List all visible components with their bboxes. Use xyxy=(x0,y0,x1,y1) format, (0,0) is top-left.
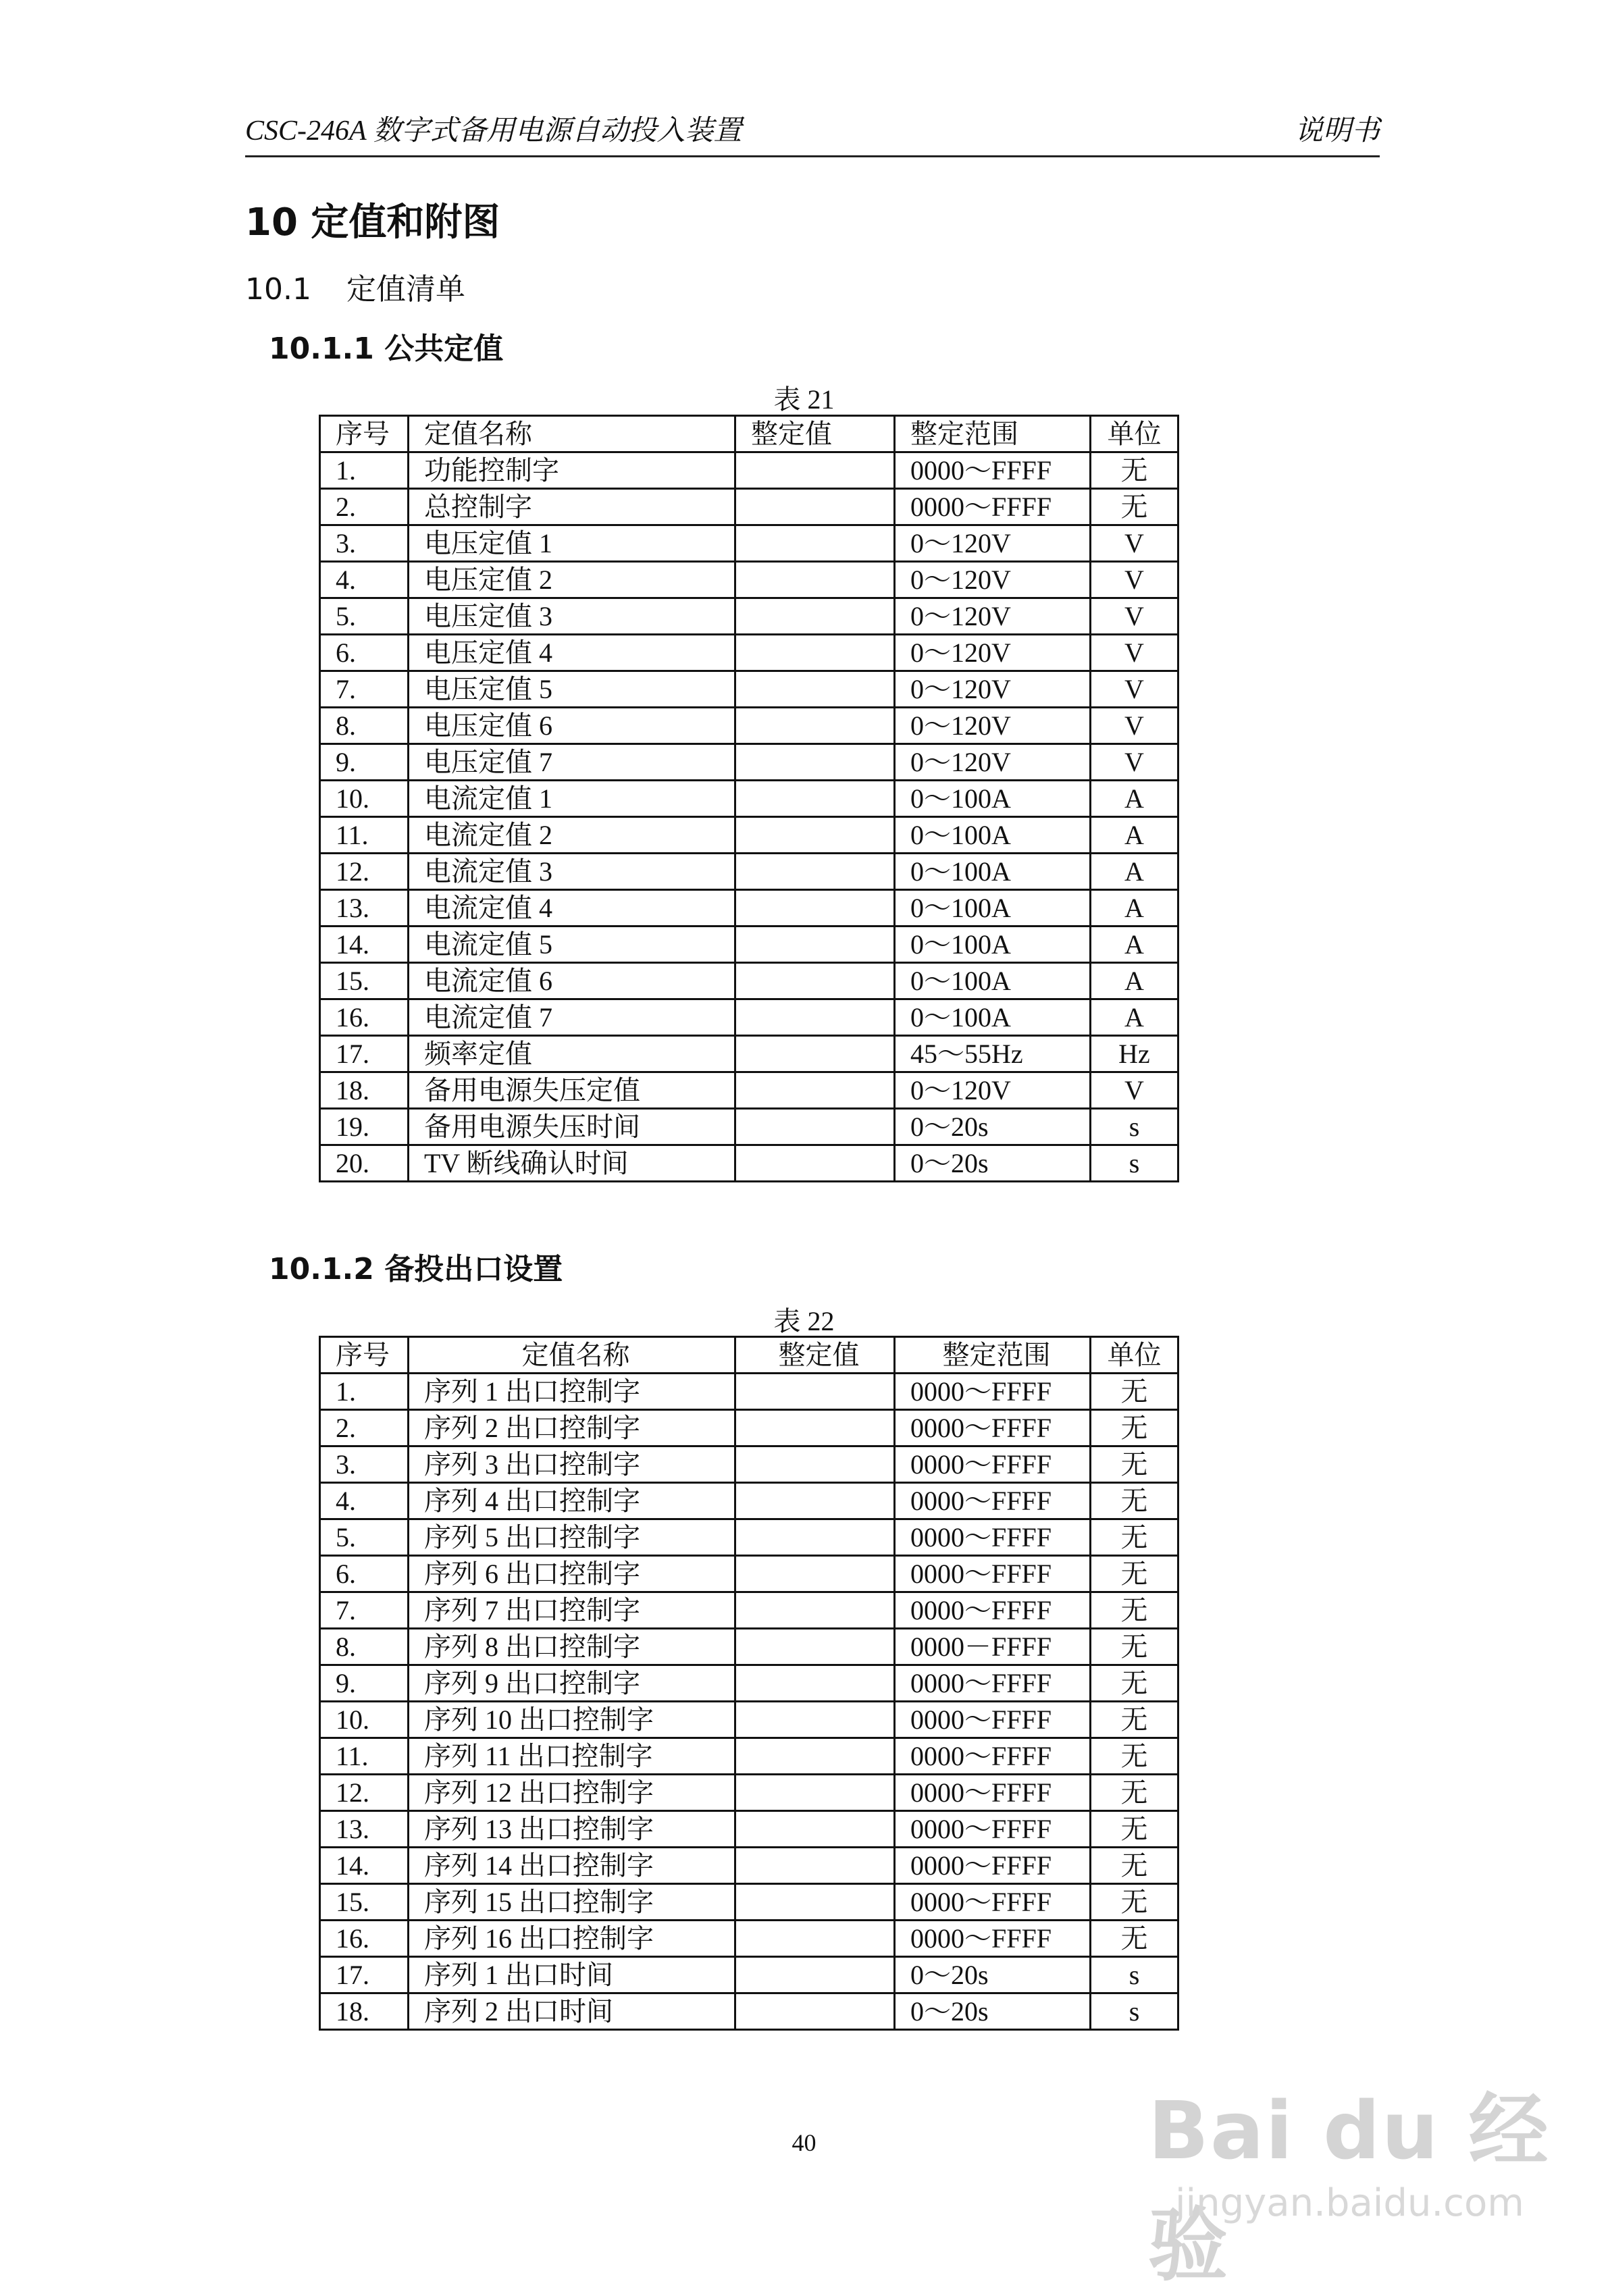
seq-cell: 3. xyxy=(320,525,409,562)
unit-cell: V xyxy=(1091,562,1178,598)
value-cell xyxy=(735,1665,895,1702)
table-row xyxy=(320,781,1178,817)
unit-cell: A xyxy=(1091,963,1178,999)
unit-cell: A xyxy=(1091,817,1178,854)
unit-cell: 无 xyxy=(1091,1811,1178,1848)
unit-cell: V xyxy=(1091,744,1178,781)
range-cell: 0000～FFFF xyxy=(895,452,1091,489)
unit-cell: A xyxy=(1091,854,1178,890)
range-cell: 0000～FFFF xyxy=(895,1811,1091,1848)
range-cell: 0～120V xyxy=(895,708,1091,744)
value-cell xyxy=(735,1556,895,1592)
range-cell: 0000～FFFF xyxy=(895,1592,1091,1629)
subsection-title-1: 10.1.1 公共定值 xyxy=(269,332,504,366)
name-cell: 电流定值 4 xyxy=(409,890,735,927)
unit-cell: Hz xyxy=(1091,1036,1178,1072)
table-row xyxy=(320,1072,1178,1109)
name-cell: 序列 2 出口时间 xyxy=(409,1993,735,2030)
range-cell: 0～120V xyxy=(895,1072,1091,1109)
value-cell xyxy=(735,1957,895,1993)
range-cell: 0～100A xyxy=(895,854,1091,890)
seq-cell: 8. xyxy=(320,708,409,744)
table-row xyxy=(320,744,1178,781)
name-cell: 序列 2 出口控制字 xyxy=(409,1410,735,1446)
subsection-title-2: 10.1.2 备投出口设置 xyxy=(269,1252,563,1286)
unit-cell: 无 xyxy=(1091,1629,1178,1665)
name-cell: 电压定值 5 xyxy=(409,671,735,708)
table-row xyxy=(320,1921,1178,1957)
seq-cell: 3. xyxy=(320,1446,409,1483)
header-range-cell: 整定范围 xyxy=(895,416,1091,452)
seq-cell: 11. xyxy=(320,1738,409,1775)
name-cell: 序列 12 出口控制字 xyxy=(409,1775,735,1811)
unit-cell: V xyxy=(1091,1072,1178,1109)
watermark-url: jingyan.baidu.com xyxy=(1175,2181,1524,2225)
seq-cell: 12. xyxy=(320,1775,409,1811)
unit-cell: 无 xyxy=(1091,1702,1178,1738)
range-cell: 0～20s xyxy=(895,1993,1091,2030)
table-row xyxy=(320,635,1178,671)
header-value-cell: 整定值 xyxy=(735,416,895,452)
name-cell: 电压定值 2 xyxy=(409,562,735,598)
name-cell: 电压定值 3 xyxy=(409,598,735,635)
seq-cell: 1. xyxy=(320,452,409,489)
table-row xyxy=(320,1811,1178,1848)
watermark-logo: Bai du 经验 xyxy=(1148,2084,1550,2292)
header-name-cell: 定值名称 xyxy=(409,1337,735,1374)
value-cell xyxy=(735,781,895,817)
seq-cell: 18. xyxy=(320,1993,409,2030)
header-title: CSC-246A 数字式备用电源自动投入装置 xyxy=(245,115,742,147)
page-header xyxy=(245,108,1380,157)
unit-cell: 无 xyxy=(1091,1483,1178,1519)
value-cell xyxy=(735,1993,895,2030)
range-cell: 0000～FFFF xyxy=(895,1665,1091,1702)
range-cell: 0～120V xyxy=(895,562,1091,598)
value-cell xyxy=(735,999,895,1036)
baidu-jingyan-watermark xyxy=(1148,2066,1587,2292)
value-cell xyxy=(735,1446,895,1483)
seq-cell: 5. xyxy=(320,598,409,635)
seq-cell: 4. xyxy=(320,562,409,598)
name-cell: 备用电源失压时间 xyxy=(409,1109,735,1145)
range-cell: 0000～FFFF xyxy=(895,1884,1091,1921)
unit-cell: 无 xyxy=(1091,489,1178,525)
unit-cell: s xyxy=(1091,1993,1178,2030)
range-cell: 0～100A xyxy=(895,890,1091,927)
unit-cell: A xyxy=(1091,927,1178,963)
value-cell xyxy=(735,1072,895,1109)
table-row xyxy=(320,1957,1178,1993)
unit-cell: s xyxy=(1091,1109,1178,1145)
range-cell: 0000～FFFF xyxy=(895,1921,1091,1957)
name-cell: 序列 16 出口控制字 xyxy=(409,1921,735,1957)
range-cell: 0000～FFFF xyxy=(895,1374,1091,1410)
range-cell: 0～100A xyxy=(895,781,1091,817)
range-cell: 0～100A xyxy=(895,963,1091,999)
range-cell: 0000－FFFF xyxy=(895,1629,1091,1665)
table-row xyxy=(320,963,1178,999)
unit-cell: A xyxy=(1091,999,1178,1036)
range-cell: 0000～FFFF xyxy=(895,1775,1091,1811)
value-cell xyxy=(735,1775,895,1811)
value-cell xyxy=(735,1483,895,1519)
unit-cell: 无 xyxy=(1091,1374,1178,1410)
name-cell: 序列 3 出口控制字 xyxy=(409,1446,735,1483)
table-row xyxy=(320,1410,1178,1446)
value-cell xyxy=(735,854,895,890)
value-cell xyxy=(735,890,895,927)
range-cell: 0000～FFFF xyxy=(895,1446,1091,1483)
table-row xyxy=(320,1993,1178,2030)
seq-cell: 2. xyxy=(320,489,409,525)
table-row xyxy=(320,817,1178,854)
table-row xyxy=(320,1446,1178,1483)
table-row xyxy=(320,1775,1178,1811)
seq-cell: 17. xyxy=(320,1957,409,1993)
value-cell xyxy=(735,1702,895,1738)
range-cell: 0～120V xyxy=(895,635,1091,671)
name-cell: 序列 5 出口控制字 xyxy=(409,1519,735,1556)
value-cell xyxy=(735,927,895,963)
header-unit-cell: 单位 xyxy=(1091,1337,1178,1374)
name-cell: 备用电源失压定值 xyxy=(409,1072,735,1109)
seq-cell: 15. xyxy=(320,963,409,999)
range-cell: 0000～FFFF xyxy=(895,1410,1091,1446)
header-seq-cell: 序号 xyxy=(320,1337,409,1374)
value-cell xyxy=(735,1145,895,1182)
range-cell: 0～120V xyxy=(895,598,1091,635)
value-cell xyxy=(735,1592,895,1629)
table-row xyxy=(320,671,1178,708)
value-cell xyxy=(735,744,895,781)
seq-cell: 17. xyxy=(320,1036,409,1072)
name-cell: 序列 15 出口控制字 xyxy=(409,1884,735,1921)
name-cell: 电压定值 6 xyxy=(409,708,735,744)
header-name-cell: 定值名称 xyxy=(409,416,735,452)
seq-cell: 16. xyxy=(320,999,409,1036)
name-cell: 电压定值 7 xyxy=(409,744,735,781)
seq-cell: 2. xyxy=(320,1410,409,1446)
table-row xyxy=(320,525,1178,562)
seq-cell: 14. xyxy=(320,927,409,963)
section-heading xyxy=(245,265,465,308)
value-cell xyxy=(735,452,895,489)
seq-cell: 18. xyxy=(320,1072,409,1109)
header-seq-cell: 序号 xyxy=(320,416,409,452)
value-cell xyxy=(735,1921,895,1957)
name-cell: 频率定值 xyxy=(409,1036,735,1072)
table-row xyxy=(320,489,1178,525)
table-row xyxy=(320,1036,1178,1072)
unit-cell: 无 xyxy=(1091,1592,1178,1629)
table21 xyxy=(319,415,1179,1182)
seq-cell: 6. xyxy=(320,1556,409,1592)
unit-cell: 无 xyxy=(1091,1410,1178,1446)
range-cell: 0000～FFFF xyxy=(895,1702,1091,1738)
name-cell: 电流定值 2 xyxy=(409,817,735,854)
value-cell xyxy=(735,1519,895,1556)
unit-cell: 无 xyxy=(1091,1884,1178,1921)
table-row xyxy=(320,1109,1178,1145)
seq-cell: 1. xyxy=(320,1374,409,1410)
table-row xyxy=(320,1629,1178,1665)
seq-cell: 15. xyxy=(320,1884,409,1921)
table22 xyxy=(319,1336,1179,2031)
table-row xyxy=(320,1738,1178,1775)
name-cell: 序列 10 出口控制字 xyxy=(409,1702,735,1738)
page-number: 40 xyxy=(792,2129,816,2156)
unit-cell: 无 xyxy=(1091,1556,1178,1592)
seq-cell: 4. xyxy=(320,1483,409,1519)
name-cell: 电流定值 3 xyxy=(409,854,735,890)
value-cell xyxy=(735,817,895,854)
name-cell: 序列 7 出口控制字 xyxy=(409,1592,735,1629)
table-row xyxy=(320,1848,1178,1884)
value-cell xyxy=(735,671,895,708)
value-cell xyxy=(735,1848,895,1884)
unit-cell: 无 xyxy=(1091,1848,1178,1884)
value-cell xyxy=(735,489,895,525)
table-row xyxy=(320,1884,1178,1921)
value-cell xyxy=(735,1410,895,1446)
unit-cell: 无 xyxy=(1091,1446,1178,1483)
name-cell: 电流定值 6 xyxy=(409,963,735,999)
range-cell: 0000～FFFF xyxy=(895,1519,1091,1556)
seq-cell: 20. xyxy=(320,1145,409,1182)
name-cell: TV 断线确认时间 xyxy=(409,1145,735,1182)
name-cell: 序列 4 出口控制字 xyxy=(409,1483,735,1519)
header-unit-cell: 单位 xyxy=(1091,416,1178,452)
table-row xyxy=(320,1145,1178,1182)
name-cell: 序列 1 出口控制字 xyxy=(409,1374,735,1410)
name-cell: 序列 11 出口控制字 xyxy=(409,1738,735,1775)
section-number: 10.1 xyxy=(245,272,311,307)
table-row xyxy=(320,890,1178,927)
range-cell: 0～100A xyxy=(895,817,1091,854)
table-row xyxy=(320,927,1178,963)
name-cell: 序列 9 出口控制字 xyxy=(409,1665,735,1702)
name-cell: 序列 6 出口控制字 xyxy=(409,1556,735,1592)
name-cell: 序列 8 出口控制字 xyxy=(409,1629,735,1665)
table-header-row xyxy=(320,1337,1178,1374)
chapter-title: 10 定值和附图 xyxy=(245,201,500,244)
section-title: 定值清单 xyxy=(346,272,465,307)
table-row xyxy=(320,562,1178,598)
range-cell: 0～120V xyxy=(895,744,1091,781)
seq-cell: 5. xyxy=(320,1519,409,1556)
seq-cell: 7. xyxy=(320,671,409,708)
table21-caption: 表 21 xyxy=(773,384,835,415)
seq-cell: 11. xyxy=(320,817,409,854)
value-cell xyxy=(735,635,895,671)
table-row xyxy=(320,854,1178,890)
value-cell xyxy=(735,1374,895,1410)
unit-cell: V xyxy=(1091,671,1178,708)
table-row xyxy=(320,452,1178,489)
value-cell xyxy=(735,963,895,999)
name-cell: 序列 1 出口时间 xyxy=(409,1957,735,1993)
unit-cell: s xyxy=(1091,1957,1178,1993)
value-cell xyxy=(735,708,895,744)
range-cell: 0～20s xyxy=(895,1109,1091,1145)
seq-cell: 14. xyxy=(320,1848,409,1884)
unit-cell: 无 xyxy=(1091,1738,1178,1775)
value-cell xyxy=(735,1036,895,1072)
unit-cell: 无 xyxy=(1091,452,1178,489)
seq-cell: 7. xyxy=(320,1592,409,1629)
seq-cell: 6. xyxy=(320,635,409,671)
table-row xyxy=(320,1592,1178,1629)
range-cell: 0～120V xyxy=(895,525,1091,562)
unit-cell: V xyxy=(1091,635,1178,671)
value-cell xyxy=(735,1884,895,1921)
unit-cell: 无 xyxy=(1091,1921,1178,1957)
range-cell: 0000～FFFF xyxy=(895,489,1091,525)
name-cell: 电压定值 4 xyxy=(409,635,735,671)
seq-cell: 8. xyxy=(320,1629,409,1665)
header-value-cell: 整定值 xyxy=(735,1337,895,1374)
table-row xyxy=(320,708,1178,744)
name-cell: 电流定值 5 xyxy=(409,927,735,963)
seq-cell: 16. xyxy=(320,1921,409,1957)
range-cell: 0～20s xyxy=(895,1145,1091,1182)
unit-cell: 无 xyxy=(1091,1775,1178,1811)
table-row xyxy=(320,1665,1178,1702)
table-row xyxy=(320,1556,1178,1592)
value-cell xyxy=(735,1629,895,1665)
table-row xyxy=(320,1483,1178,1519)
unit-cell: A xyxy=(1091,781,1178,817)
seq-cell: 13. xyxy=(320,890,409,927)
name-cell: 总控制字 xyxy=(409,489,735,525)
value-cell xyxy=(735,562,895,598)
range-cell: 0000～FFFF xyxy=(895,1848,1091,1884)
range-cell: 0～100A xyxy=(895,999,1091,1036)
name-cell: 功能控制字 xyxy=(409,452,735,489)
seq-cell: 9. xyxy=(320,1665,409,1702)
value-cell xyxy=(735,598,895,635)
range-cell: 45～55Hz xyxy=(895,1036,1091,1072)
value-cell xyxy=(735,1811,895,1848)
value-cell xyxy=(735,525,895,562)
range-cell: 0000～FFFF xyxy=(895,1738,1091,1775)
unit-cell: s xyxy=(1091,1145,1178,1182)
unit-cell: A xyxy=(1091,890,1178,927)
table-row xyxy=(320,1519,1178,1556)
seq-cell: 10. xyxy=(320,781,409,817)
seq-cell: 9. xyxy=(320,744,409,781)
unit-cell: V xyxy=(1091,708,1178,744)
unit-cell: 无 xyxy=(1091,1665,1178,1702)
range-cell: 0000～FFFF xyxy=(895,1483,1091,1519)
table-row xyxy=(320,1374,1178,1410)
range-cell: 0000～FFFF xyxy=(895,1556,1091,1592)
table-row xyxy=(320,1702,1178,1738)
name-cell: 序列 14 出口控制字 xyxy=(409,1848,735,1884)
unit-cell: 无 xyxy=(1091,1519,1178,1556)
range-cell: 0～20s xyxy=(895,1957,1091,1993)
header-range-cell: 整定范围 xyxy=(895,1337,1091,1374)
seq-cell: 19. xyxy=(320,1109,409,1145)
name-cell: 电流定值 7 xyxy=(409,999,735,1036)
name-cell: 电压定值 1 xyxy=(409,525,735,562)
table22-caption: 表 22 xyxy=(773,1306,835,1336)
table-header-row xyxy=(320,416,1178,452)
seq-cell: 12. xyxy=(320,854,409,890)
name-cell: 序列 13 出口控制字 xyxy=(409,1811,735,1848)
table-row xyxy=(320,598,1178,635)
seq-cell: 10. xyxy=(320,1702,409,1738)
range-cell: 0～120V xyxy=(895,671,1091,708)
value-cell xyxy=(735,1738,895,1775)
header-doc-type: 说明书 xyxy=(1294,115,1380,147)
name-cell: 电流定值 1 xyxy=(409,781,735,817)
table-row xyxy=(320,999,1178,1036)
unit-cell: V xyxy=(1091,525,1178,562)
range-cell: 0～100A xyxy=(895,927,1091,963)
seq-cell: 13. xyxy=(320,1811,409,1848)
value-cell xyxy=(735,1109,895,1145)
unit-cell: V xyxy=(1091,598,1178,635)
